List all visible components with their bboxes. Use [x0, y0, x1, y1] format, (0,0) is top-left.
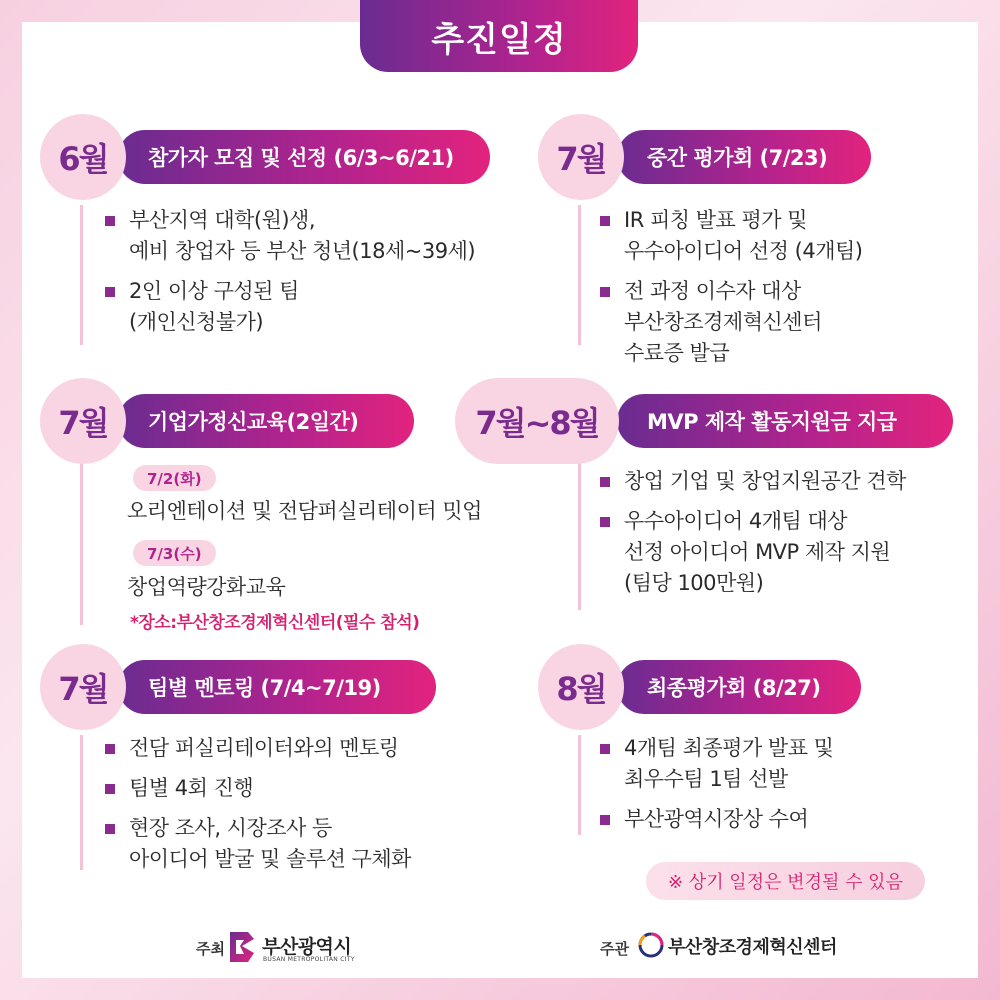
bullet-square-icon [105, 824, 115, 834]
schedule-text: 오리엔테이션 및 전담퍼실리테이터 밋업 [127, 499, 482, 523]
schedule-text: 창업역량강화교육 [127, 575, 286, 599]
list-item: 2인 이상 구성된 팀 (개인신청불가) [105, 276, 505, 338]
section-title: 팀별 멘토링 (7/4~7/19) [118, 660, 436, 714]
bullet-list [105, 205, 505, 347]
host-label: 주최 [196, 940, 225, 958]
month-badge: 6월 [40, 114, 126, 200]
month-badge: 7월 [538, 114, 624, 200]
section-title: 기업가정신교육(2일간) [118, 394, 414, 448]
timeline-line [578, 460, 581, 610]
list-item: 4개팀 최종평가 발표 및 최우수팀 1팀 선발 [600, 733, 960, 795]
bullet-list [105, 733, 515, 884]
bullet-list [600, 466, 970, 608]
section-title: MVP 제작 활동지원금 지급 [617, 394, 953, 448]
list-item: 팀별 4회 진행 [105, 773, 515, 804]
timeline-line [80, 205, 83, 345]
bullet-square-icon [105, 784, 115, 794]
list-item: IR 피칭 발표 평가 및 우수아이디어 선정 (4개팀) [600, 205, 960, 267]
page-title: 추진일정 [360, 0, 638, 72]
organizer-name: 부산창조경제혁신센터 [668, 937, 837, 958]
bullet-square-icon [600, 287, 610, 297]
section-title: 중간 평가회 (7/23) [617, 130, 871, 184]
timeline-line [578, 735, 581, 835]
month-badge: 7월~8월 [455, 378, 619, 464]
timeline-line [80, 460, 83, 625]
bullet-square-icon [600, 216, 610, 226]
organizer-label: 주관 [600, 940, 629, 958]
timeline-line [578, 205, 581, 345]
list-item: 현장 조사, 시장조사 등 아이디어 발굴 및 솔루션 구체화 [105, 813, 515, 875]
bullet-square-icon [600, 517, 610, 527]
change-notice: ※ 상기 일정은 변경될 수 있음 [646, 862, 925, 900]
bullet-list [600, 205, 960, 378]
timeline-line [80, 735, 83, 870]
bullet-square-icon [600, 744, 610, 754]
bullet-list [600, 733, 960, 844]
list-item: 우수아이디어 4개팀 대상 선정 아이디어 MVP 제작 지원 (팀당 100만원) [600, 506, 970, 599]
list-item: 전 과정 이수자 대상 부산창조경제혁신센터 수료증 발급 [600, 276, 960, 369]
host-name: 부산광역시 [262, 936, 352, 958]
list-item: 전담 퍼실리테이터와의 멘토링 [105, 733, 515, 764]
date-tag: 7/2(화) [133, 465, 216, 491]
venue-note: *장소:부산창조경제혁신센터(필수 참석) [130, 613, 420, 633]
ccei-logo-icon [636, 930, 666, 960]
bullet-square-icon [105, 287, 115, 297]
list-item: 부산지역 대학(원)생, 예비 창업자 등 부산 청년(18세~39세) [105, 205, 505, 267]
bullet-square-icon [600, 477, 610, 487]
busan-city-logo-icon [228, 930, 256, 964]
section-title: 최종평가회 (8/27) [617, 660, 861, 714]
list-item: 창업 기업 및 창업지원공간 견학 [600, 466, 970, 497]
month-badge: 7월 [40, 378, 126, 464]
section-title: 참가자 모집 및 선정 (6/3~6/21) [118, 130, 490, 184]
bullet-square-icon [105, 216, 115, 226]
month-badge: 8월 [538, 644, 624, 730]
host-name-english: BUSAN METROPOLITAN CITY [263, 956, 355, 963]
list-item: 부산광역시장상 수여 [600, 804, 960, 835]
date-tag: 7/3(수) [133, 540, 216, 566]
month-badge: 7월 [40, 644, 126, 730]
bullet-square-icon [105, 744, 115, 754]
bullet-square-icon [600, 815, 610, 825]
